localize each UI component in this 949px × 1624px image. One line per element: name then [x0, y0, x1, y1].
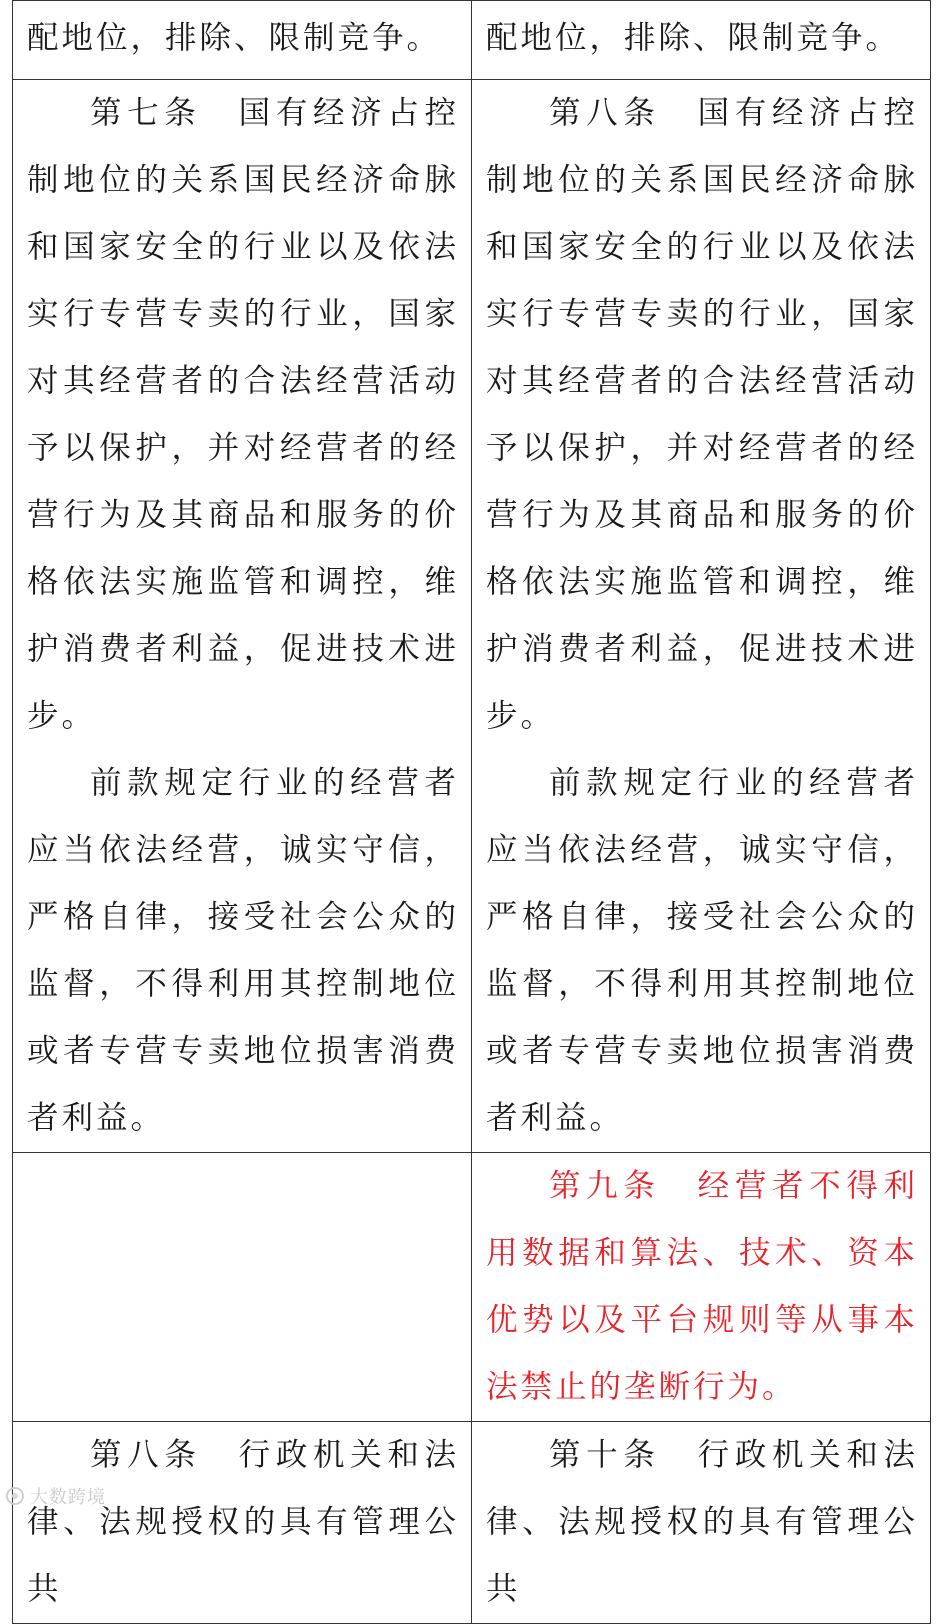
old-text-cell-empty — [13, 1153, 472, 1422]
new-text-cell — [472, 1, 931, 80]
watermark-logo-icon — [6, 1487, 24, 1505]
watermark-text: 大数跨境 — [30, 1487, 106, 1508]
table-row — [13, 1, 931, 80]
article-7-paragraph-2: 前款规定行业的经营者应当依法经营，诚实守信，严格自律，接受社会公众的监督，不得利用其控制地位或者专营专卖地位损害消费者利益。 — [27, 765, 459, 1136]
old-text-paragraph: 配地位，排除、限制竞争。 — [27, 20, 442, 56]
article-8-paragraph-2: 前款规定行业的经营者应当依法经营，诚实守信，严格自律，接受社会公众的监督，不得利用其控制地位或者专营专卖地位损害消费者利益。 — [486, 765, 918, 1136]
article-10-paragraph: 第十条 行政机关和法律、法规授权的具有管理公共 — [486, 1437, 918, 1607]
table-row — [13, 1422, 931, 1624]
table-row — [13, 1153, 931, 1422]
article-8-old-paragraph: 第八条 行政机关和法律、法规授权的具有管理公共 — [27, 1437, 459, 1607]
watermark — [6, 1483, 106, 1509]
new-text-paragraph: 配地位，排除、限制竞争。 — [486, 20, 901, 56]
article-8-paragraph-1: 第八条 国有经济占控制地位的关系国民经济命脉和国家安全的行业以及依法实行专营专卖的行业，国家对其经营者的合法经营活动予以保护，并对经营者的经营行为及其商品和服务的价格依法实施监管和调控，维护消费者利益，促进技术进步。 — [486, 95, 918, 734]
law-comparison-table — [12, 0, 931, 1624]
new-text-cell — [472, 80, 931, 1153]
table-row — [13, 80, 931, 1153]
old-text-cell — [13, 1, 472, 80]
old-text-cell — [13, 80, 472, 1153]
new-text-cell — [472, 1153, 931, 1422]
article-9-new-paragraph: 第九条 经营者不得利用数据和算法、技术、资本优势以及平台规则等从事本法禁止的垄断行为。 — [486, 1168, 918, 1405]
new-text-cell — [472, 1422, 931, 1624]
old-text-cell — [13, 1422, 472, 1624]
article-7-paragraph-1: 第七条 国有经济占控制地位的关系国民经济命脉和国家安全的行业以及依法实行专营专卖的行业，国家对其经营者的合法经营活动予以保护，并对经营者的经营行为及其商品和服务的价格依法实施监管和调控，维护消费者利益，促进技术进步。 — [27, 95, 459, 734]
